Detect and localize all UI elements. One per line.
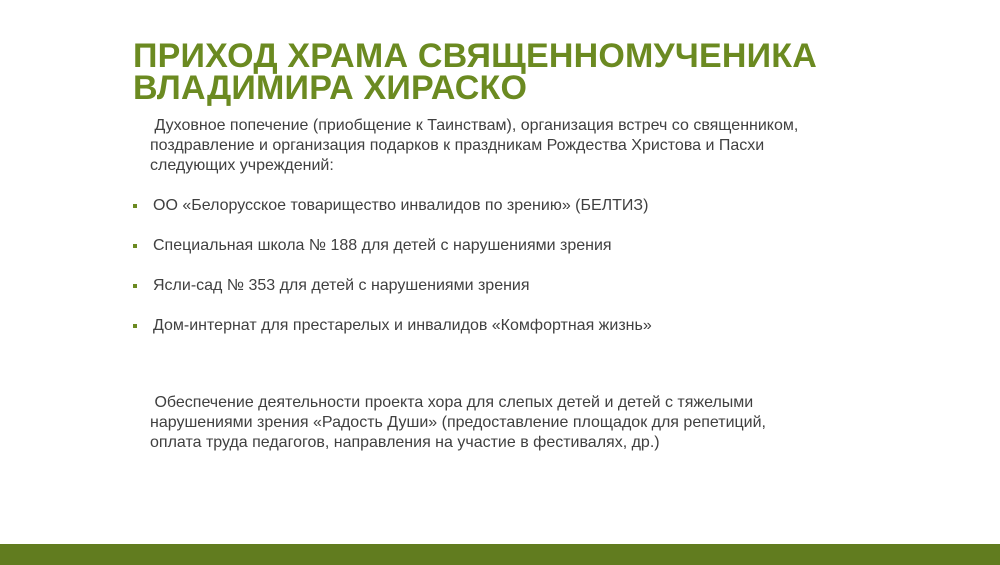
square-bullet-icon bbox=[133, 244, 137, 248]
list-item bbox=[133, 196, 652, 236]
slide-title-line: ВЛАДИМИРА ХИРАСКО bbox=[133, 69, 528, 107]
list-item-text: ОО «Белорусское товарищество инвалидов по зрению» (БЕЛТИЗ) bbox=[153, 197, 649, 214]
outro-line: Обеспечение деятельности проекта хора для слепых детей и детей с тяжелыми bbox=[150, 394, 754, 411]
intro-line: Духовное попечение (приобщение к Таинствам), организация встреч со священником, bbox=[150, 117, 799, 134]
institution-list bbox=[133, 196, 652, 356]
list-item bbox=[133, 236, 652, 276]
list-item bbox=[133, 316, 652, 356]
outro-paragraph bbox=[150, 393, 870, 453]
list-item-text: Ясли-сад № 353 для детей с нарушениями зрения bbox=[153, 277, 530, 294]
square-bullet-icon bbox=[133, 324, 137, 328]
outro-line: оплата труда педагогов, направления на участие в фестивалях, др.) bbox=[150, 434, 660, 451]
slide-title-line: ПРИХОД ХРАМА СВЯЩЕННОМУЧЕНИКА bbox=[133, 37, 817, 75]
intro-line: поздравление и организация подарков к праздникам Рождества Христова и Пасхи bbox=[150, 137, 765, 154]
square-bullet-icon bbox=[133, 204, 137, 208]
list-item bbox=[133, 276, 652, 316]
footer-bar bbox=[0, 544, 1000, 565]
slide-title bbox=[133, 37, 953, 107]
intro-paragraph bbox=[150, 116, 870, 176]
list-item-text: Специальная школа № 188 для детей с нарушениями зрения bbox=[153, 237, 612, 254]
list-item-text: Дом-интернат для престарелых и инвалидов «Комфортная жизнь» bbox=[153, 317, 652, 334]
outro-line: нарушениями зрения «Радость Души» (предоставление площадок для репетиций, bbox=[150, 414, 766, 431]
square-bullet-icon bbox=[133, 284, 137, 288]
intro-line: следующих учреждений: bbox=[150, 157, 334, 174]
